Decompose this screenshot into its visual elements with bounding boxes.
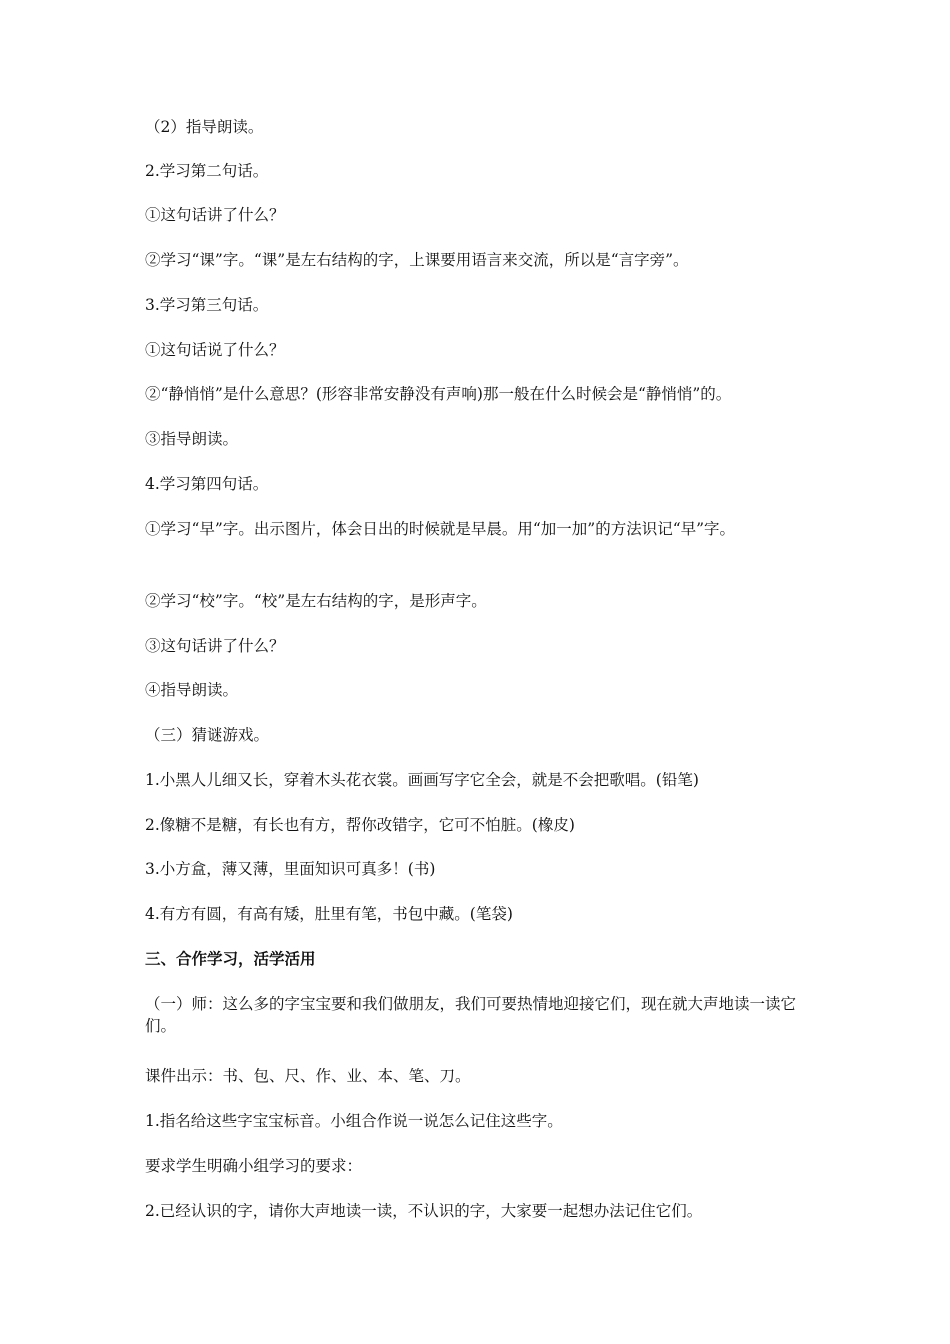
paragraph-line: 2.已经认识的字，请你大声地读一读，不认识的字，大家要一起想办法记住它们。 bbox=[145, 1202, 703, 1220]
paragraph-line: （2）指导朗读。 bbox=[145, 118, 264, 136]
riddle-line: 4.有方有圆，有高有矮，肚里有笔，书包中藏。(笔袋) bbox=[145, 905, 513, 923]
paragraph-line: ②学习“校”字。“校”是左右结构的字，是形声字。 bbox=[145, 592, 487, 610]
paragraph-line: ③指导朗读。 bbox=[145, 430, 239, 448]
paragraph-line: 1.指名给这些字宝宝标音。小组合作说一说怎么记住这些字。 bbox=[145, 1112, 563, 1130]
paragraph-line: 3.学习第三句话。 bbox=[145, 296, 269, 314]
section-heading: 三、合作学习，活学活用 bbox=[145, 950, 316, 968]
paragraph-line: 要求学生明确小组学习的要求： bbox=[145, 1157, 363, 1175]
section-subheading: （三）猜谜游戏。 bbox=[145, 726, 270, 744]
paragraph-line: ①学习“早”字。出示图片，体会日出的时候就是早晨。用“加一加”的方法识记“早”字。 bbox=[145, 520, 736, 538]
paragraph-line: ③这句话讲了什么？ bbox=[145, 637, 285, 655]
paragraph-line: （一）师：这么多的字宝宝要和我们做朋友，我们可要热情地迎接它们，现在就大声地读一读它们。 bbox=[145, 995, 797, 1035]
paragraph-line: ④指导朗读。 bbox=[145, 681, 239, 699]
paragraph-line: 课件出示：书、包、尺、作、业、本、笔、刀。 bbox=[145, 1067, 471, 1085]
paragraph-line: 4.学习第四句话。 bbox=[145, 475, 269, 493]
riddle-line: 2.像糖不是糖，有长也有方，帮你改错字，它可不怕脏。(橡皮) bbox=[145, 816, 575, 834]
riddle-line: 3.小方盒，薄又薄，里面知识可真多！(书) bbox=[145, 860, 436, 878]
paragraph-line: ①这句话说了什么？ bbox=[145, 341, 285, 359]
paragraph-line: ②“静悄悄”是什么意思？(形容非常安静没有声响)那一般在什么时候会是“静悄悄”的。 bbox=[145, 385, 732, 403]
riddle-line: 1.小黑人儿细又长，穿着木头花衣裳。画画写字它全会，就是不会把歌唱。(铅笔) bbox=[145, 771, 699, 789]
paragraph-line: ②学习“课”字。“课”是左右结构的字，上课要用语言来交流，所以是“言字旁”。 bbox=[145, 251, 689, 269]
paragraph-line: ①这句话讲了什么？ bbox=[145, 206, 285, 224]
paragraph-line: 2.学习第二句话。 bbox=[145, 162, 269, 180]
